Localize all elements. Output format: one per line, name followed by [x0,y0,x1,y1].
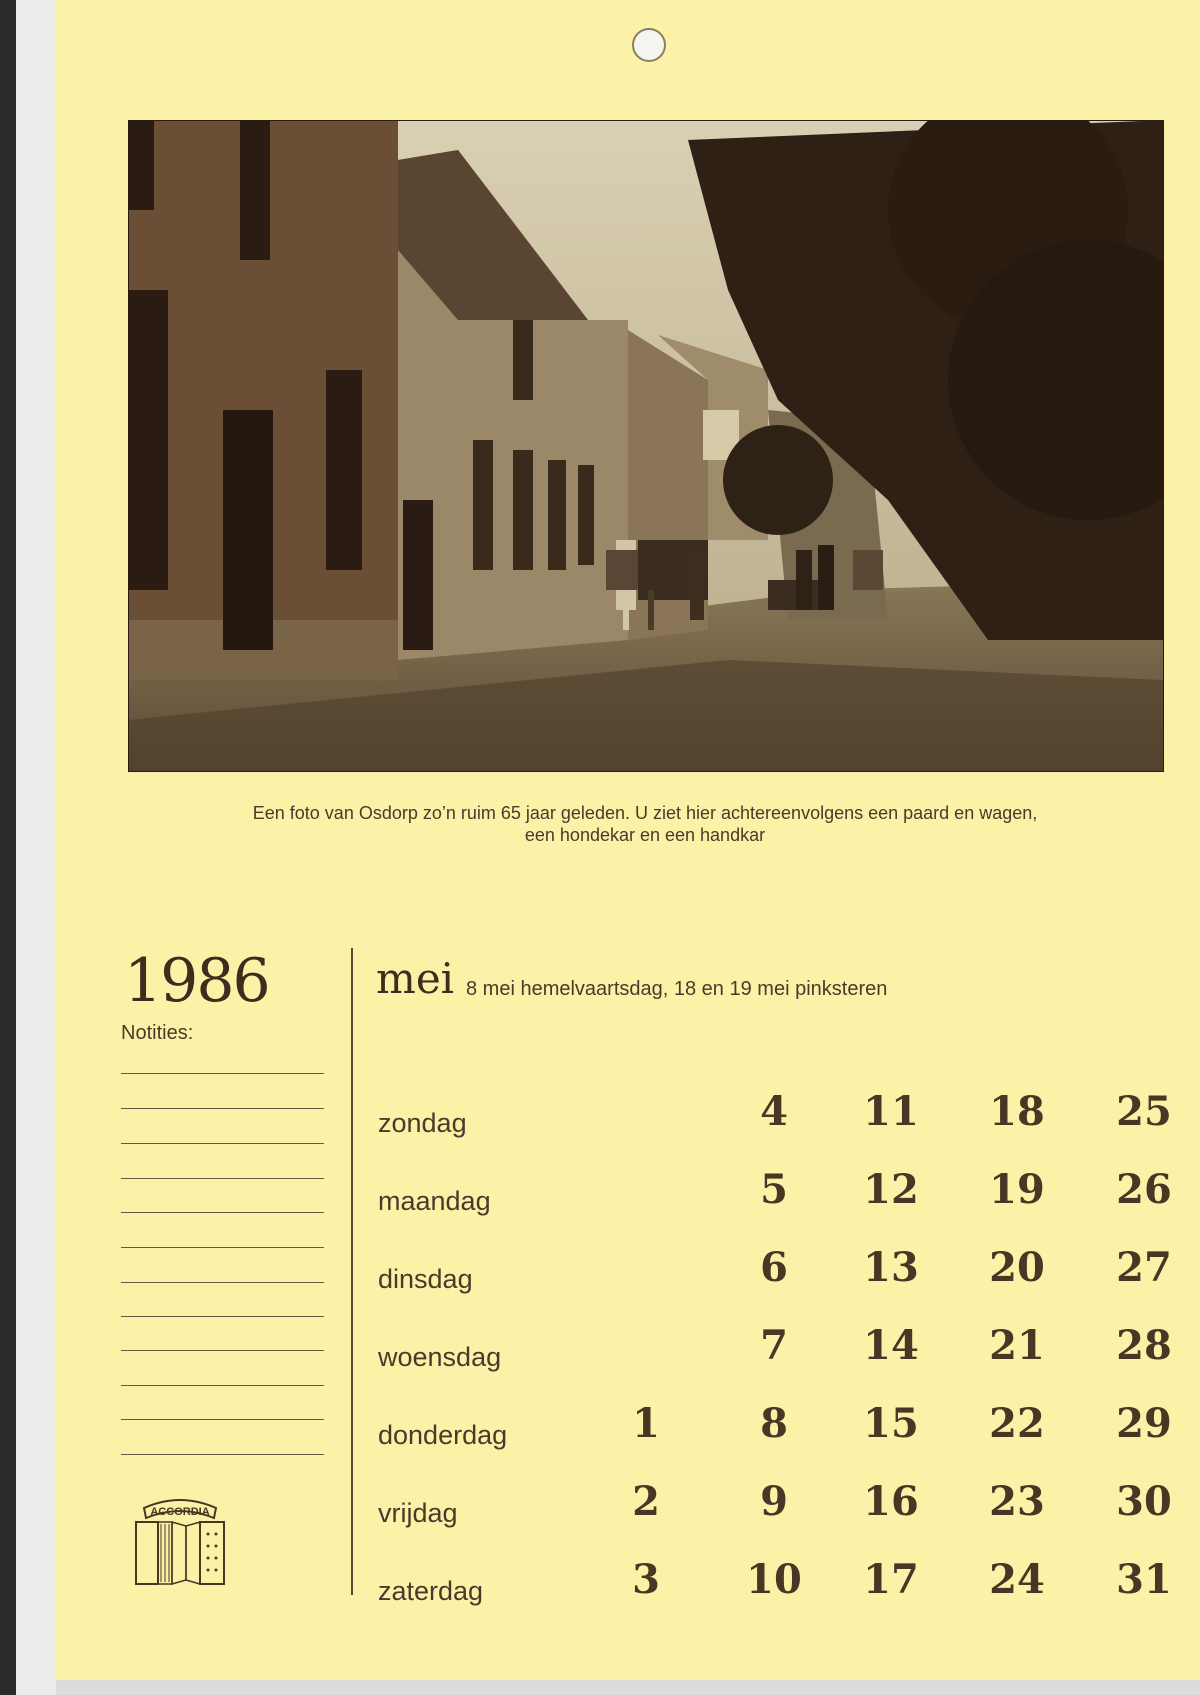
date-cell: 10 [746,1556,802,1603]
note-line [121,1108,324,1109]
page-margin-strip [16,0,56,1695]
logo-text: ACCORDIA [150,1506,210,1518]
note-line [121,1143,324,1144]
date-cell: 25 [1116,1088,1172,1135]
year-heading: 1986 [124,946,269,1016]
accordion-logo [130,1494,230,1594]
note-line [121,1385,324,1386]
notes-label: Notities: [121,1022,194,1044]
date-cell: 14 [863,1322,919,1369]
weekday-label: zondag [378,1108,467,1138]
date-cell: 4 [760,1088,788,1135]
caption-line-2: een hondekar en een handkar [524,825,766,845]
date-cell: 1 [632,1400,660,1447]
date-cell: 7 [760,1322,788,1369]
date-cell: 12 [863,1166,919,1213]
note-line [121,1454,324,1455]
weekday-label: zaterdag [378,1576,484,1606]
date-cell: 29 [1116,1400,1172,1447]
historic-photo [128,120,1164,772]
date-cell: 9 [760,1478,788,1525]
note-line [121,1212,324,1213]
date-cell: 20 [989,1244,1045,1291]
date-cell: 2 [632,1478,660,1525]
date-cell: 28 [1116,1322,1172,1369]
date-cell: 27 [1116,1244,1172,1291]
date-cell: 6 [760,1244,788,1291]
weekday-label: dinsdag [378,1264,473,1294]
weekday-label: maandag [378,1186,491,1216]
date-cell: 24 [989,1556,1045,1603]
date-cell: 3 [632,1556,660,1603]
date-cell: 13 [863,1244,919,1291]
note-line [121,1282,324,1283]
date-cell: 18 [989,1088,1045,1135]
note-line [121,1316,324,1317]
date-cell: 21 [989,1322,1045,1369]
date-cell: 19 [989,1166,1045,1213]
holiday-note: 8 mei hemelvaartsdag, 18 en 19 mei pinksteren [466,978,888,1000]
caption-line-1: Een foto van Osdorp zo’n ruim 65 jaar geleden. U ziet hier achtereenvolgens een paard en wagen, [252,803,1038,823]
photo-caption [120,802,1170,846]
note-line [121,1350,324,1351]
date-cell: 17 [863,1556,919,1603]
date-cell: 26 [1116,1166,1172,1213]
hanging-hole [632,28,666,62]
weekday-label: donderdag [378,1420,508,1450]
column-divider [351,948,353,1595]
date-cell: 31 [1116,1556,1172,1603]
note-line [121,1073,324,1074]
weekday-label: woensdag [378,1342,502,1372]
date-cell: 30 [1116,1478,1172,1525]
weekday-label: vrijdag [378,1498,458,1528]
note-line [121,1419,324,1420]
note-line [121,1247,324,1248]
month-heading: mei [376,954,455,1003]
binding-edge [0,0,16,1695]
date-cell: 16 [863,1478,919,1525]
note-line [121,1178,324,1179]
date-cell: 15 [863,1400,919,1447]
date-cell: 8 [760,1400,788,1447]
date-cell: 23 [989,1478,1045,1525]
date-cell: 5 [760,1166,788,1213]
date-cell: 11 [863,1088,919,1135]
date-cell: 22 [989,1400,1045,1447]
